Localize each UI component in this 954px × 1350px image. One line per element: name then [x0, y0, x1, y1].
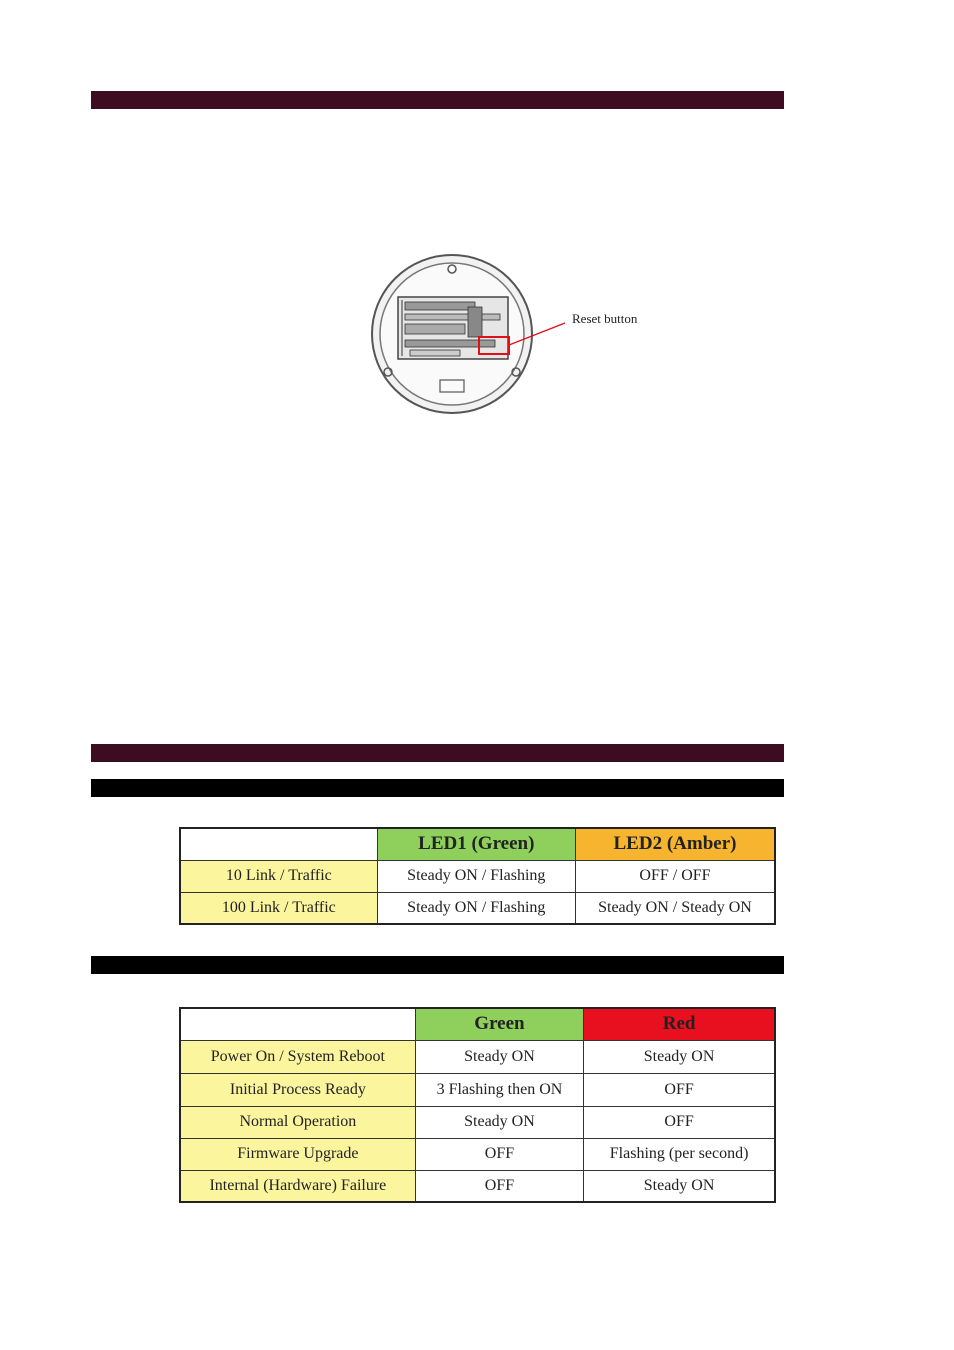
- row-label: Initial Process Ready: [180, 1073, 415, 1106]
- table-row: [180, 1040, 775, 1073]
- status-led-table: [179, 1007, 776, 1203]
- cell-value: OFF: [415, 1170, 583, 1202]
- table-row: [180, 1170, 775, 1202]
- table-row: [180, 860, 775, 892]
- header-cell-red: Red: [584, 1008, 775, 1040]
- reset-button-label: Reset button: [572, 311, 638, 326]
- cell-value: Steady ON / Flashing: [377, 860, 575, 892]
- header-cell-green: Green: [415, 1008, 583, 1040]
- cell-value: Steady ON: [415, 1106, 583, 1138]
- cell-value: OFF: [415, 1138, 583, 1170]
- device-drawing: [370, 252, 670, 422]
- header-cell-empty: [180, 828, 377, 860]
- row-label: 100 Link / Traffic: [180, 892, 377, 924]
- header-cell-empty: [180, 1008, 415, 1040]
- cell-value: Steady ON: [415, 1040, 583, 1073]
- subsection-header-bar-2: [91, 956, 784, 974]
- header-cell-led1: LED1 (Green): [377, 828, 575, 860]
- header-cell-led2: LED2 (Amber): [575, 828, 775, 860]
- cell-value: Steady ON / Flashing: [377, 892, 575, 924]
- port-led-table: [179, 827, 776, 925]
- cell-value: 3 Flashing then ON: [415, 1073, 583, 1106]
- cell-value: Steady ON: [584, 1170, 775, 1202]
- cell-value: Flashing (per second): [584, 1138, 775, 1170]
- cell-value: OFF: [584, 1073, 775, 1106]
- cell-value: Steady ON / Steady ON: [575, 892, 775, 924]
- section-header-bar-1: [91, 91, 784, 109]
- section-header-bar-2: [91, 744, 784, 762]
- table-row: [180, 1106, 775, 1138]
- row-label: Normal Operation: [180, 1106, 415, 1138]
- subsection-header-bar-1: [91, 779, 784, 797]
- table-row: [180, 892, 775, 924]
- table-header-row: [180, 1008, 775, 1040]
- cell-value: Steady ON: [584, 1040, 775, 1073]
- row-label: Firmware Upgrade: [180, 1138, 415, 1170]
- table-row: [180, 1138, 775, 1170]
- cell-value: OFF: [584, 1106, 775, 1138]
- cell-value: OFF / OFF: [575, 860, 775, 892]
- row-label: Internal (Hardware) Failure: [180, 1170, 415, 1202]
- row-label: Power On / System Reboot: [180, 1040, 415, 1073]
- device-diagram: [370, 252, 670, 422]
- row-label: 10 Link / Traffic: [180, 860, 377, 892]
- table-header-row: [180, 828, 775, 860]
- table-row: [180, 1073, 775, 1106]
